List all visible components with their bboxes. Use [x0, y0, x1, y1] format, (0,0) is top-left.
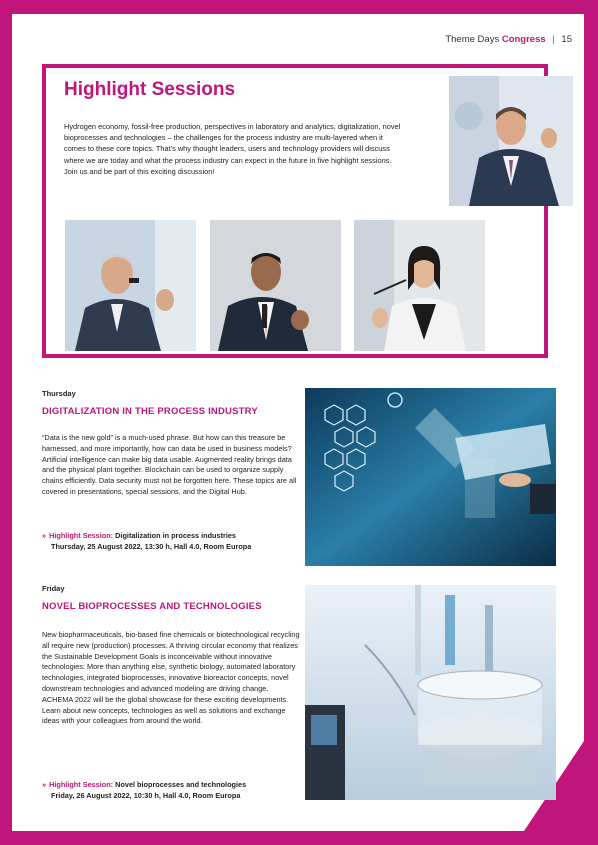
arrow-icon: » [42, 780, 47, 789]
section-title-digitalization: DIGITALIZATION IN THE PROCESS INDUSTRY [42, 406, 258, 417]
highlight-session-name: Digitalization in process industries [115, 531, 236, 540]
header-separator: | [552, 34, 555, 45]
arrow-icon: » [42, 531, 47, 540]
day-label-friday: Friday [42, 584, 65, 593]
highlight-session-bioprocesses [42, 780, 304, 801]
speaker-photo-2 [210, 220, 341, 351]
speaker-photo-3 [354, 220, 485, 351]
section-text-bioprocesses: New biopharmaceuticals, bio-based fine chemicals or biotechnological recycling all require new (production) processes. A thriving circular economy that realizes the Sustainable Development Goals is inconceivable without innovative technologies: More than anything else, synthetic biology, automated laboratory technologies, integrated bioprocesses, innovative bioreactor concepts, novel downstream technologies and advanced modeling are driving change. ACHEMA 2022 will be the global showcase for these exciting developments. Learn about new concepts, technologies as well as solutions and exchange ideas with your colleagues from around the world. [42, 630, 300, 726]
page-frame-left [0, 0, 12, 845]
bioreactor-photo [305, 585, 556, 800]
highlight-session-digitalization [42, 531, 304, 552]
highlight-session-label: Highlight Session: [49, 780, 114, 789]
speaker-photo-1 [65, 220, 196, 351]
highlight-intro: Hydrogen economy, fossil-free production, perspectives in laboratory and analytics, digitalization, novel bioprocesses and technologies – the challenges for the process industry are multi-layered when it comes to these core topics. That's why thought leaders, users and technology providers will discuss where we are today and what the process industry can expect in the future in five highlight sessions. Join us and be part of this exciting discussion! [64, 122, 401, 176]
page-number: 15 [561, 34, 572, 45]
highlight-title: Highlight Sessions [64, 79, 236, 100]
speaker-photo-main [449, 76, 573, 206]
section-text-digitalization: “Data is the new gold” is a much-used phrase. But how can this treasure be harnessed, and more importantly, how can data be used in business models? Artificial intelligence can make big data usable. Augmented reality brings data and the physical plant together. Blockchain can be used to organize supply chains efficiently. Data security must not be forgotten here. These topics are all covered in presentations, special sessions, and the Digital Hub. [42, 433, 297, 496]
highlight-session-when: Thursday, 25 August 2022, 13:30 h, Hall 4.0, Room Europa [51, 541, 252, 551]
highlight-session-label: Highlight Session: [49, 531, 114, 540]
highlight-session-name: Novel bioprocesses and technologies [115, 780, 247, 789]
day-label-thursday: Thursday [42, 389, 76, 398]
page-frame-bottom [0, 831, 598, 845]
highlight-session-when: Friday, 26 August 2022, 10:30 h, Hall 4.0, Room Europa [51, 790, 241, 800]
header-brand: Congress [501, 34, 546, 45]
page-frame-right [584, 0, 598, 845]
header-section: Theme Days [445, 34, 500, 45]
page-frame-top [0, 0, 598, 14]
digital-industry-photo [305, 388, 556, 566]
section-title-bioprocesses: NOVEL BIOPROCESSES AND TECHNOLOGIES [42, 601, 262, 612]
running-header [445, 34, 572, 45]
